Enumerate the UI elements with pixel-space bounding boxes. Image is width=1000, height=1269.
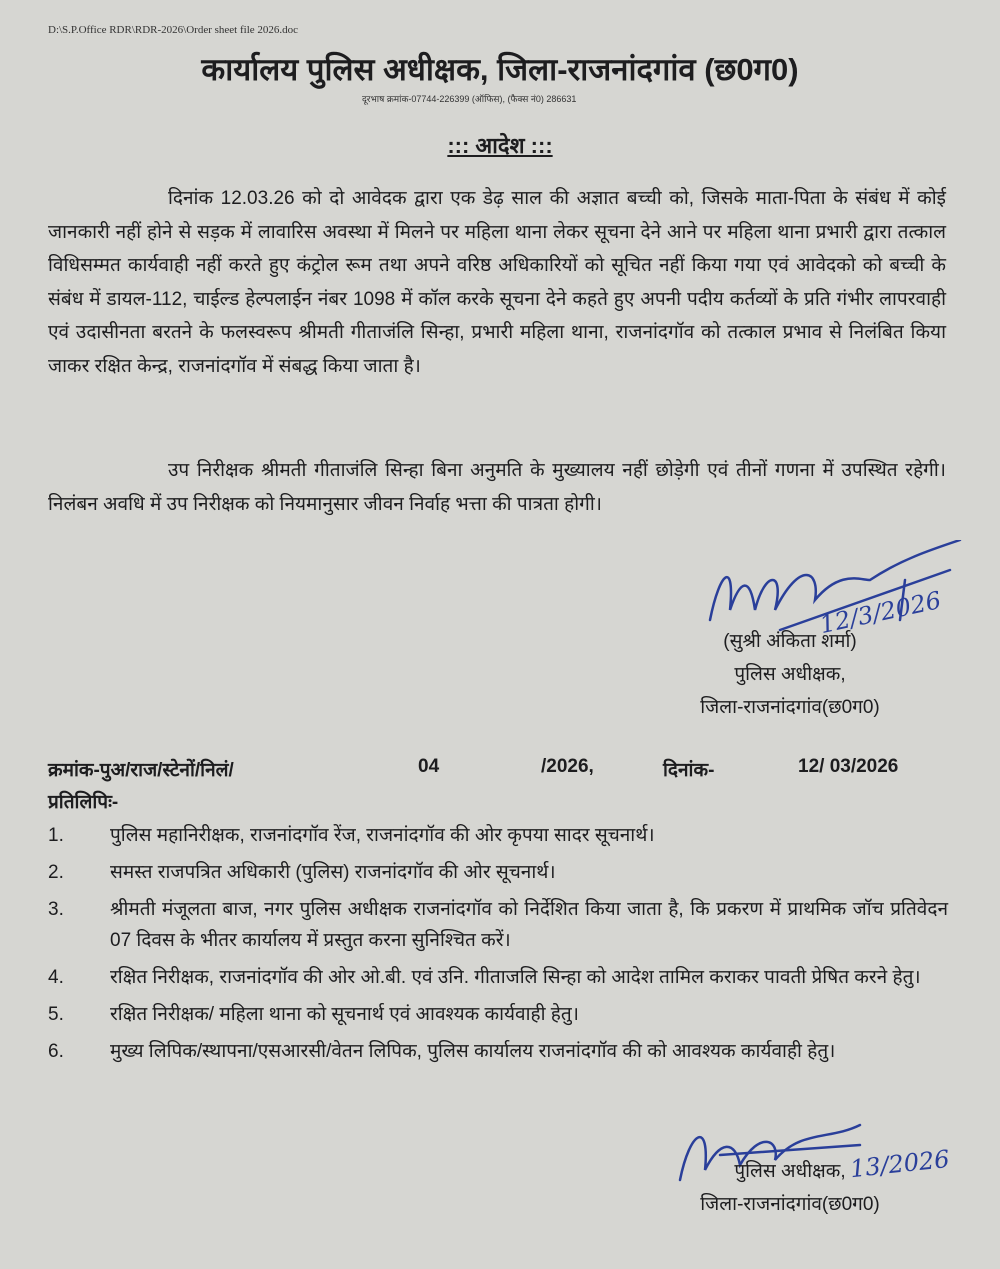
copy-number: 2. xyxy=(48,862,64,883)
copy-text: रक्षित निरीक्षक, राजनांदगॉव की ओर ओ.बी. एवं उनि. गीताजलि सिन्हा को आदेश तामिल कराकर पावती प्रेषित करने हेतु। xyxy=(110,967,921,988)
copy-text: श्रीमती मंजूलता बाज, नगर पुलिस अधीक्षक राजनांदगॉव को निर्देशित किया जाता है, कि प्रकरण में प्राथमिक जॉच प्रतिवेदन 07 दिवस के भीतर कार्यालय में प्रस्तुत करना सुनिश्चित करें। xyxy=(110,899,948,951)
signatory-district: जिला-राजनांदगांव(छ0ग0) xyxy=(700,697,880,718)
order-heading xyxy=(0,130,1000,160)
copy-number: 5. xyxy=(48,1004,64,1025)
copy-label: प्रतिलिपिः- xyxy=(48,792,119,813)
copy-item xyxy=(48,820,948,851)
copy-number: 6. xyxy=(48,1041,64,1062)
reference-number: 04 xyxy=(418,756,440,777)
signatory-designation: पुलिस अधीक्षक, xyxy=(734,664,846,685)
reference-date-label: दिनांक- xyxy=(663,760,715,781)
copy-item xyxy=(48,962,948,993)
copy-text: मुख्य लिपिक/स्थापना/एसआरसी/वेतन लिपिक, पुलिस कार्यालय राजनांदगॉव की को आवश्यक कार्यवाही हेतु। xyxy=(110,1041,836,1062)
order-heading-text: ::: आदेश ::: xyxy=(447,133,553,158)
signatory-name: (सुश्री अंकिता शर्मा) xyxy=(723,631,857,652)
copy-number: 1. xyxy=(48,825,64,846)
copy-number: 3. xyxy=(48,899,64,920)
copy-number: 4. xyxy=(48,967,64,988)
signatory-block-1 xyxy=(670,625,910,724)
signature-2-date: 13/2026 xyxy=(848,1144,951,1184)
phone-line: दूरभाष क्रमांक-07744-226399 (ऑफिस), (फैक्स नं0) 286631 xyxy=(362,94,577,104)
signatory-designation: पुलिस अधीक्षक, xyxy=(734,1161,846,1182)
copy-item xyxy=(48,894,948,956)
copy-item xyxy=(48,999,948,1030)
signature-1-date: 12/3/2026 xyxy=(817,586,944,640)
copy-list xyxy=(48,820,948,1073)
signatory-district: जिला-राजनांदगांव(छ0ग0) xyxy=(700,1194,880,1215)
order-paragraph-2: उप निरीक्षक श्रीमती गीताजंलि सिन्हा बिना अनुमति के मुख्यालय नहीं छोड़ेगी एवं तीनों गणना में उपस्थित रहेगी। निलंबन अवधि में उप निरीक्षक को नियमानुसार जीवन निर्वाह भत्ता की पात्रता होगी। xyxy=(48,460,946,515)
copy-text: रक्षित निरीक्षक/ महिला थाना को सूचनार्थ एवं आवश्यक कार्यवाही हेतु। xyxy=(110,1004,579,1025)
copy-item xyxy=(48,857,948,888)
copy-item xyxy=(48,1036,948,1067)
signatory-block-2 xyxy=(680,1155,900,1221)
order-paragraph-1: दिनांक 12.03.26 को दो आवेदक द्वारा एक डेढ़ साल की अज्ञात बच्ची को, जिसके माता-पिता के संबंध में कोई जानकारी नहीं होने से सड़क में लावारिस अवस्था में मिलने पर महिला थाना लेकर सूचना देने आने पर महिला थाना प्रभारी द्वारा तत्काल विधिसम्मत कार्यवाही नहीं करते हुए कंट्रोल रूम तथा अपने वरिष्ठ अधिकारियों को सूचित नहीं किया गया एवं आवेदको को बच्ची के संबंध में डायल-112, चाईल्ड हेल्पलाईन नंबर 1098 में कॉल करके सूचना देने कहते हुए अपनी पदीय कर्तव्यों के प्रति गंभीर लापरवाही एवं उदासीनता बरतने के फलस्वरूप श्रीमती गीताजंलि सिन्हा, प्रभारी महिला थाना, राजनांदगॉव को तत्काल प्रभाव से निलंबित किया जाकर रक्षित केन्द्र, राजनांदगॉव में संबद्ध किया जाता है। xyxy=(48,188,946,377)
file-path: D:\S.P.Office RDR\RDR-2026\Order sheet file 2026.doc xyxy=(48,24,299,36)
copy-text: पुलिस महानिरीक्षक, राजनांदगॉव रेंज, राजनांदगॉव की ओर कृपया सादर सूचनार्थ। xyxy=(110,825,655,846)
office-title: कार्यालय पुलिस अधीक्षक, जिला-राजनांदगांव (छ0ग0) xyxy=(201,52,799,87)
reference-date: 12/ 03/2026 xyxy=(798,756,899,777)
copy-text: समस्त राजपत्रित अधिकारी (पुलिस) राजनांदगॉव की ओर सूचनार्थ। xyxy=(110,862,556,883)
reference-year: /2026, xyxy=(541,756,594,777)
reference-prefix: क्रमांक-पुअ/राज/स्टेनों/निलं/ xyxy=(48,760,234,781)
